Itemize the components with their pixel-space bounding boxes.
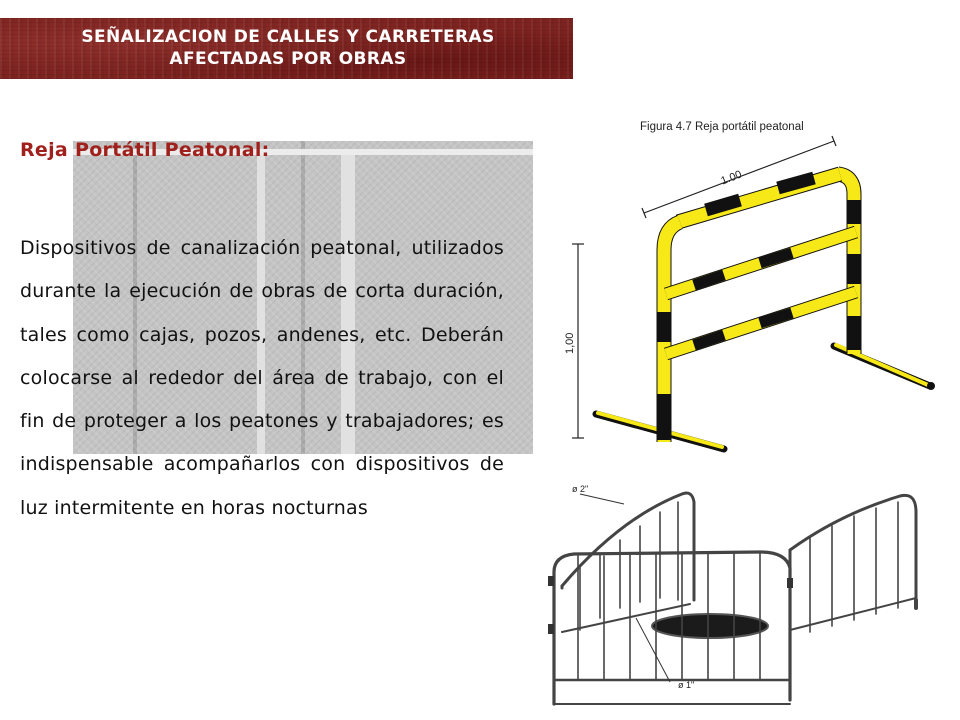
barrier-figure [556, 104, 940, 460]
slide-title [18, 26, 558, 70]
fence-panel-left [562, 493, 694, 632]
callout-label-outer: ø 2" [572, 484, 589, 494]
manhole-opening [652, 614, 768, 638]
height-dimension-label: 1,00 [564, 332, 576, 354]
title-banner [0, 18, 573, 79]
description-paragraph: Dispositivos de canalización peatonal, utilizados durante la ejecución de obras de corta duración, tales como cajas, pozos, andenes, etc. Deberán colocarse al rededor del área de trabajo, con el fin de proteger a los peatones y trabajadores; es indispensable acompañarlos con dispositivos de luz intermitente en horas nocturnas [20, 237, 504, 519]
figure-caption: Figura 4.7 Reja portátil peatonal [640, 121, 804, 133]
width-dimension-label: 1.00 [719, 168, 744, 188]
callout-label-inner: ø 1" [678, 680, 695, 690]
fence-panel-right [790, 495, 916, 632]
section-heading: Reja Portátil Peatonal: [20, 139, 270, 161]
barrier-feet [596, 345, 935, 449]
slide-title-line-1: SEÑALIZACION DE CALLES Y CARRETERAS [81, 27, 495, 47]
fence-figure [540, 468, 948, 714]
slide-title-line-2: AFECTADAS POR OBRAS [169, 49, 407, 69]
barrier-frame [664, 174, 856, 442]
